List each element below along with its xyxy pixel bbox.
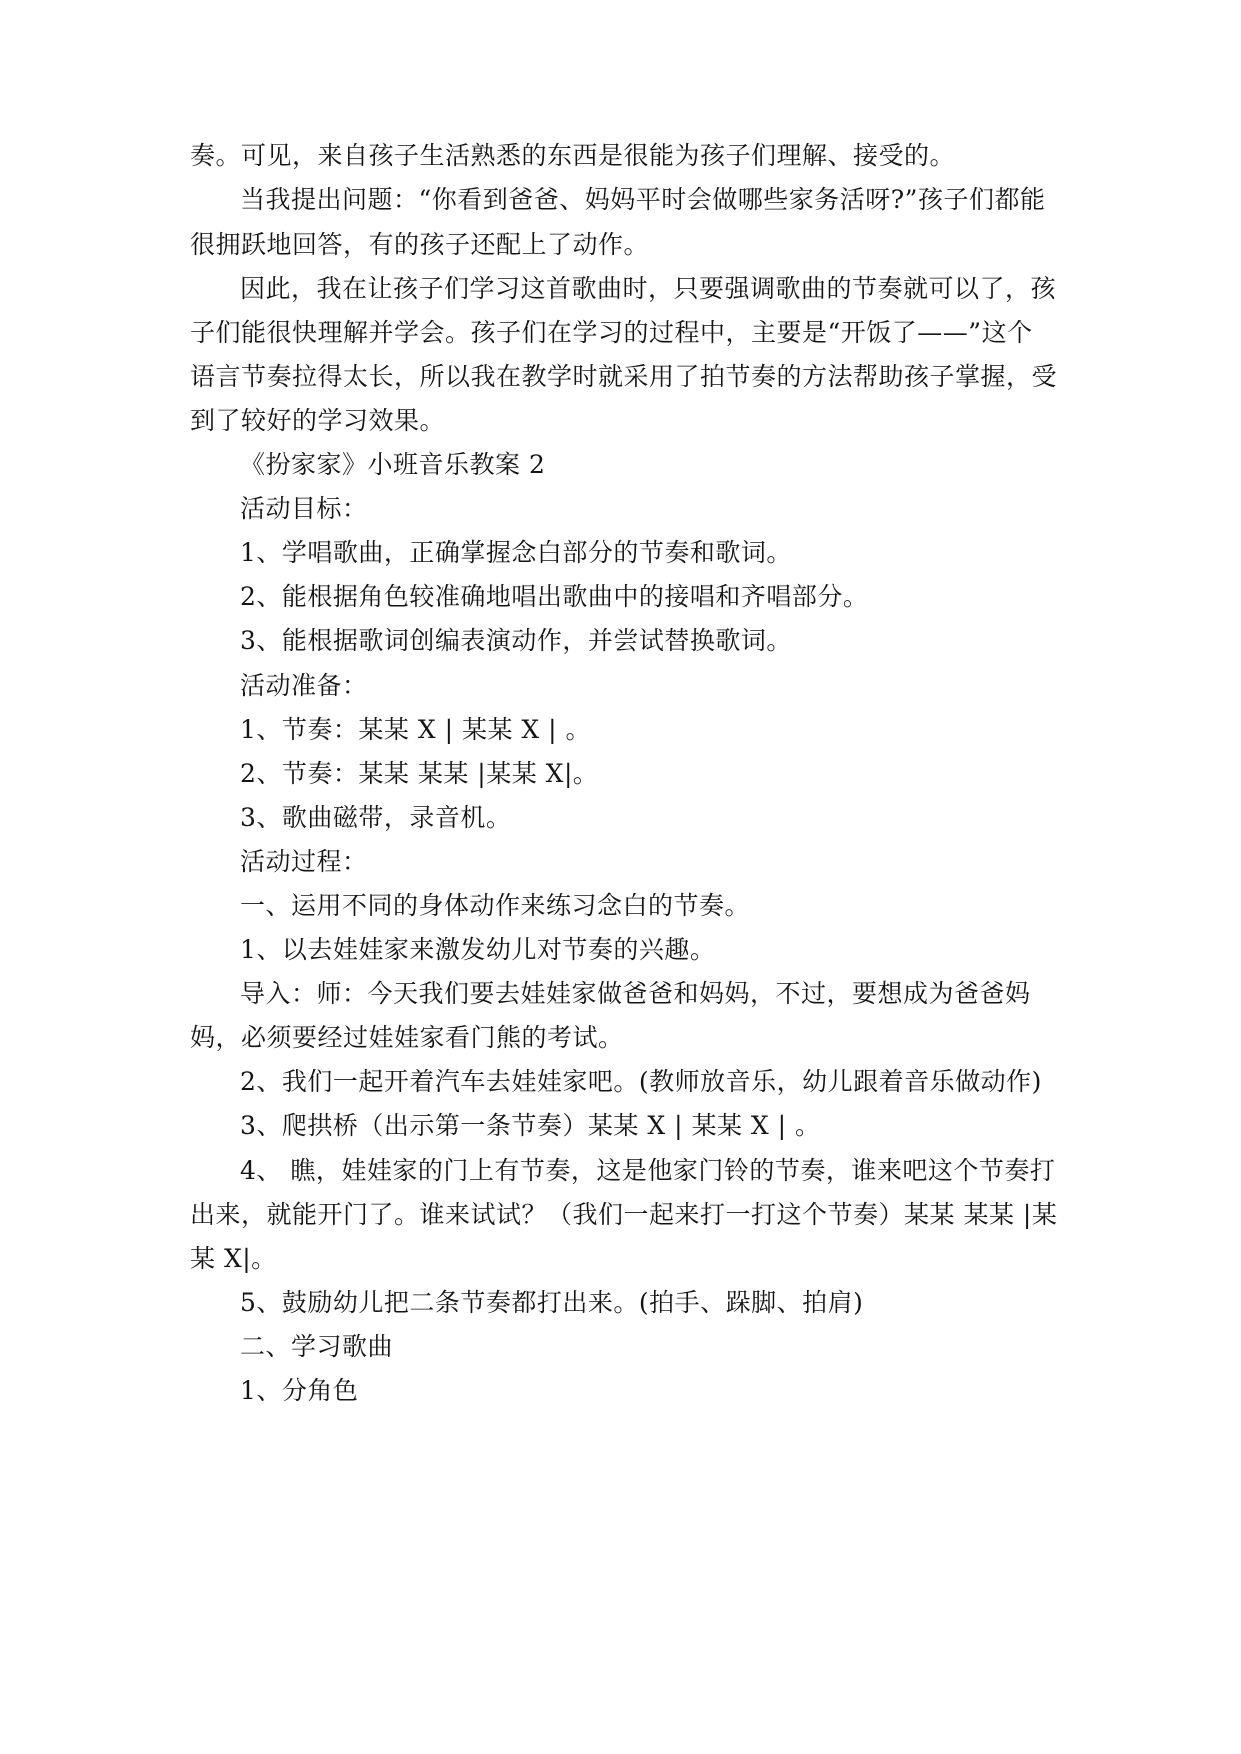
list-item: 5、鼓励幼儿把二条节奏都打出来。(拍手、跺脚、拍肩) [240, 1288, 864, 1317]
heading-line: 活动过程： [240, 847, 368, 876]
section-title: 《扮家家》小班音乐教案 2 [240, 450, 546, 479]
paragraph-line: 当我提出问题：“你看到爸爸、妈妈平时会做哪些家务活呀?”孩子们都能 [240, 185, 1046, 214]
list-item: 2、我们一起开着汽车去娃娃家吧。(教师放音乐，幼儿跟着音乐做动作) [240, 1067, 1042, 1096]
list-item: 3、歌曲磁带，录音机。 [240, 803, 512, 832]
heading-line: 活动准备： [240, 671, 368, 700]
list-item: 3、能根据歌词创编表演动作，并尝试替换歌词。 [240, 626, 792, 655]
list-item: 1、节奏：某某 X | 某某 X | 。 [240, 715, 592, 744]
list-item: 1、学唱歌曲，正确掌握念白部分的节奏和歌词。 [240, 538, 792, 567]
heading-line: 活动目标： [240, 494, 368, 523]
list-item: 3、爬拱桥（出示第一条节奏）某某 X | 某某 X | 。 [240, 1111, 821, 1140]
paragraph-line: 因此，我在让孩子们学习这首歌曲时，只要强调歌曲的节奏就可以了，孩 [240, 274, 1057, 303]
paragraph-line: 某 X|。 [190, 1244, 277, 1273]
paragraph-line: 出来，就能开门了。谁来试试？（我们一起来打一打这个节奏）某某 某某 |某 [190, 1200, 1058, 1229]
paragraph-line: 奏。可见，来自孩子生活熟悉的东西是很能为孩子们理解、接受的。 [190, 141, 956, 170]
list-item: 1、以去娃娃家来激发幼儿对节奏的兴趣。 [240, 935, 716, 964]
paragraph-line: 导入：师：今天我们要去娃娃家做爸爸和妈妈，不过，要想成为爸爸妈 [240, 979, 1031, 1008]
paragraph-line: 很拥跃地回答，有的孩子还配上了动作。 [190, 230, 650, 259]
list-item: 2、能根据角色较准确地唱出歌曲中的接唱和齐唱部分。 [240, 582, 869, 611]
paragraph-line: 妈，必须要经过娃娃家看门熊的考试。 [190, 1023, 624, 1052]
paragraph-line: 子们能很快理解并学会。孩子们在学习的过程中，主要是“开饭了——”这个 [190, 318, 1033, 347]
paragraph-line: 到了较好的学习效果。 [190, 406, 446, 435]
list-item: 1、分角色 [240, 1376, 359, 1405]
list-item: 4、 瞧，娃娃家的门上有节奏，这是他家门铃的节奏，谁来吧这个节奏打 [240, 1156, 1056, 1185]
heading-line: 二、学习歌曲 [240, 1332, 394, 1361]
paragraph-line: 语言节奏拉得太长，所以我在教学时就采用了拍节奏的方法帮助孩子掌握，受 [190, 362, 1058, 391]
list-item: 2、节奏：某某 某某 |某某 X|。 [240, 759, 599, 788]
list-item: 一、运用不同的身体动作来练习念白的节奏。 [240, 891, 751, 920]
